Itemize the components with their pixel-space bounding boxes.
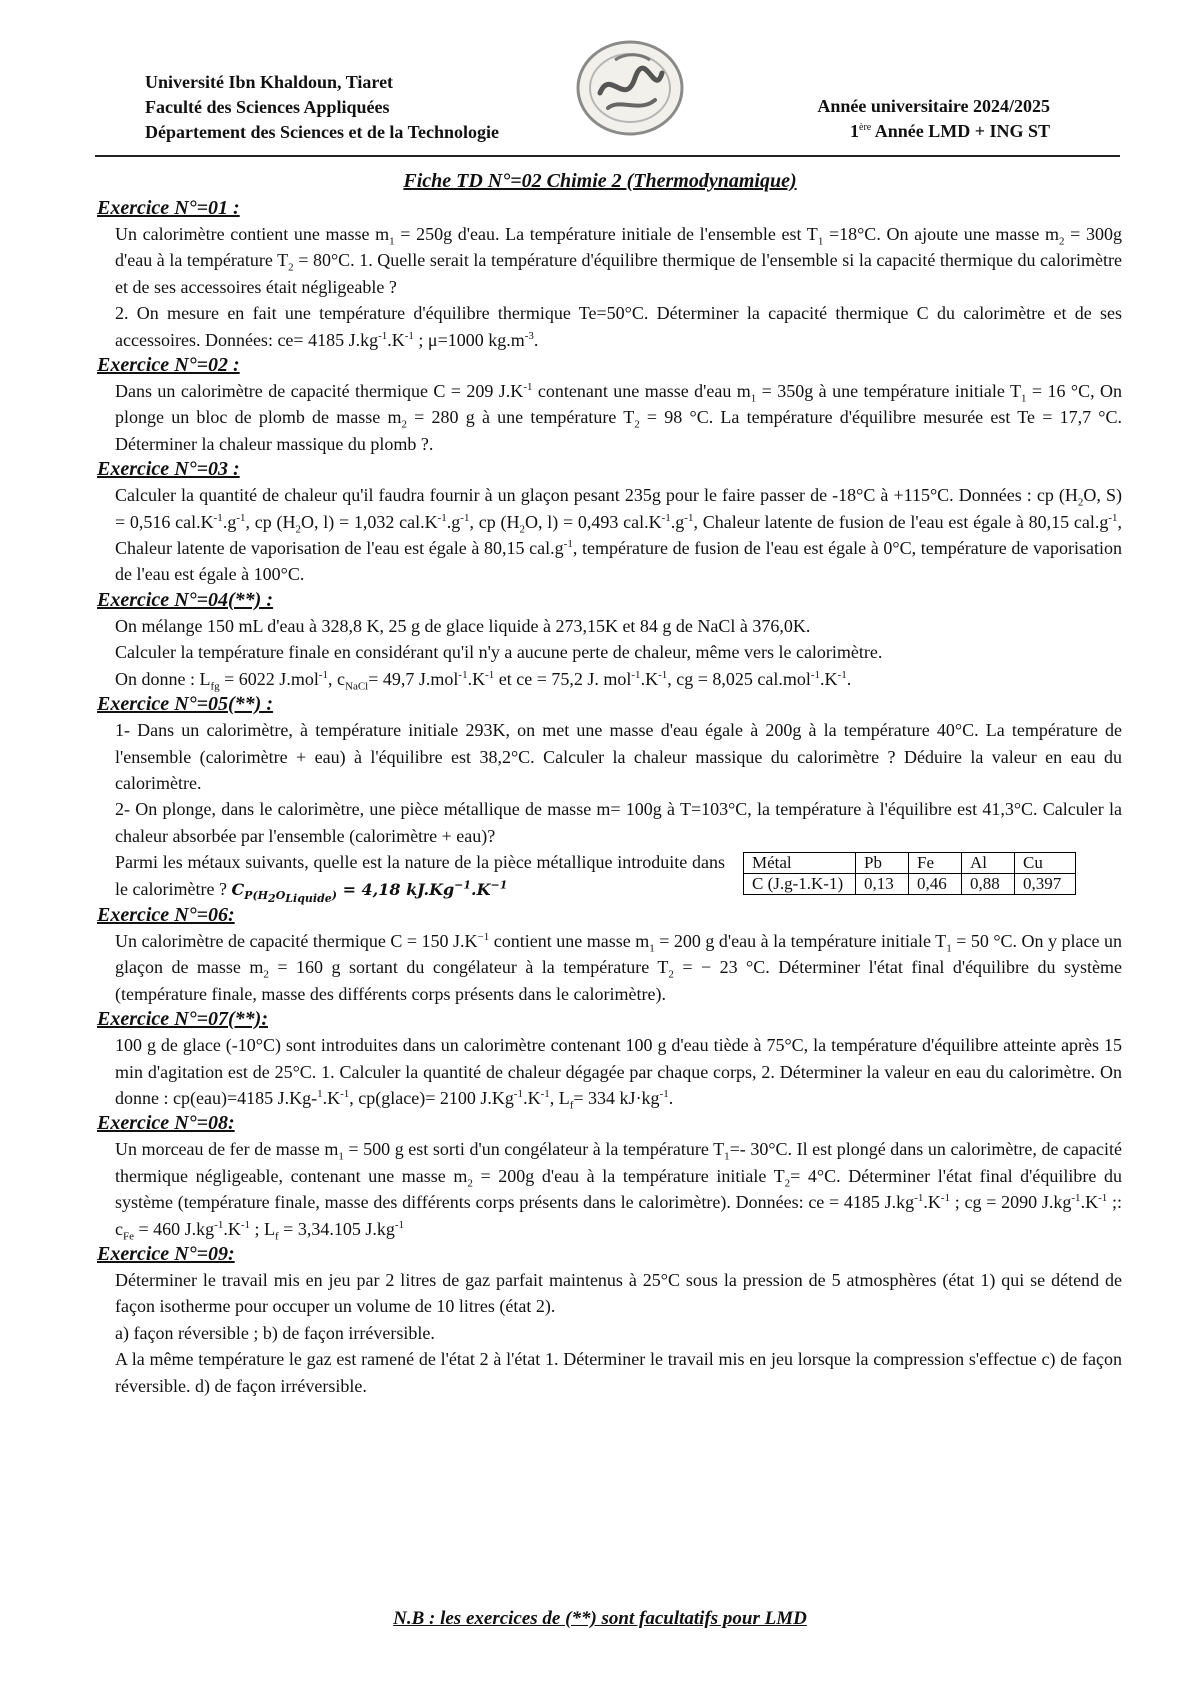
exercise-heading: Exercice N°=03 : [97, 458, 240, 481]
department-name: Département des Sciences et de la Technologie [145, 122, 499, 142]
exercise-text: 1- Dans un calorimètre, à température initiale 293K, on met une masse d'eau égale à 200g à la température 40°C. La température de l'ensemble (calorimètre + eau) à l'équilibre est 38,2°C. Calculer la chaleur massique du calorimètre ? Déduire la valeur en eau du calorimètre. 2- On plonge, dans le calorimètre, une pièce métallique de masse m= 100g à T=103°C, la température à l'équilibre est 41,3°C. Calculer la chaleur absorbée par l'ensemble (calorimètre + eau)? [115, 720, 1122, 846]
exercise-text: Parmi les métaux suivants, quelle est la nature de la pièce métallique introduite dans le calorimètre ? $C_{P(H_2O_{Liquide})} = 4,18$ $kJ.Kg^{-1}.K^{-1}$ [115, 852, 725, 905]
sheet-title: Fiche TD N°=02 Chimie 2 (Thermodynamique) [403, 170, 797, 192]
university-seal-logo [570, 38, 690, 138]
table-row-label: C (J.g-1.K-1) [744, 874, 856, 895]
year-level-block [817, 94, 1050, 144]
exercise-text: Calculer la quantité de chaleur qu'il faudra fournir à un glaçon pesant 235g pour le faire passer de -18°C à +115°C. Données : cp ($H_2O$, S) = 0,516 $cal.K^{-1}.g^{-1}$, cp ($H_2O$, l) = 1,032 $cal.K^{-1}.g^{-1}$, cp ($H_2O$, l) = 0,493 $cal.K^{-1}.g^{-1}$, Chaleur latente de fusion de l'eau est égale à 80,15 $cal.g^{-1}$, Chaleur latente de vaporisation de l'eau est égale à 80,15 $cal.g^{-1}$, température de fusion de l'eau est égale à 0°C, température de vaporisation de l'eau est égale à 100°C. [115, 485, 1123, 585]
table-cell: 0,397 [1015, 874, 1076, 895]
table-header-cell: Cu [1015, 853, 1076, 874]
table-cell: 0,88 [962, 874, 1015, 895]
exercise-heading: Exercice N°=04(**) : [97, 588, 274, 611]
table-cell: 0,46 [909, 874, 962, 895]
table-header-cell: Al [962, 853, 1015, 874]
metal-question-row [115, 849, 1122, 903]
table-header-cell: Pb [856, 853, 909, 874]
exercise-text: 100 g de glace (-10°C) sont introduites dans un calorimètre contenant 100 g d'eau tiède à 75°C, la température d'équilibre atteinte après 15 min d'agitation est de 25°C. 1. Calculer la quantité de chaleur dégagée par chaque corps, 2. Déterminer la valeur en eau du calorimètre. On donne : cp(eau)=4185 $J.Kg-^1.K^{-1}$, cp(glace)= 2100 $J.Kg^{-1}.K^{-1}$, $L_f= 334$ $kJ\cdot kg^{-1}$. [115, 1035, 1122, 1112]
exercise-text: Un calorimètre contient une masse $m_1 = 250g$ d'eau. La température initiale de l'ensemble est $T_1 =18^\circ C$. On ajoute une masse $m_2 = 300g$ d'eau à la température $T_2 = 80^\circ C$. 1. Quelle serait la température d'équilibre thermique de l'ensemble si la capacité thermique du calorimètre et de ses accessoires était négligeable ? 2. On mesure en fait une température d'équilibre thermique Te=50°C. Déterminer la capacité thermique C du calorimètre et de ses accessoires. Données: ce= 4185 $J.kg^{-1}.K^{-1}$ ; μ=1000 $kg.m^{-3}$. [115, 224, 1122, 350]
table-cell: 0,13 [856, 874, 909, 895]
institution-block [145, 70, 499, 145]
exercise-heading: Exercice N°=09: [97, 1243, 235, 1265]
exercise-text: On mélange 150 mL d'eau à 328,8 K, 25 g de glace liquide à 273,15K et 84 g de NaCl à 376,0K. Calculer la température finale en considérant qu'il n'y a aucune perte de chaleur, même vers le calorimètre. On donne : $L_{fg} = 6022$ J.mol$^{-1}$, $c_{NaCl}= 49,7$ $J.mol^{-1}.K^{-1}$ et ce = 75,2 J. $mol^{-1}.K^{-1}$, cg = 8,025 $cal.mol^{-1}.K^{-1}$. [115, 615, 883, 693]
exercise-heading: Exercice N°=06: [97, 903, 235, 926]
exercise-heading: Exercice N°=02 : [97, 354, 240, 377]
exercise-heading: Exercice N°=01 : [97, 197, 240, 219]
study-level: 1ère Année LMD + ING ST [850, 121, 1050, 141]
footer-note: N.B : les exercices de (**) sont facultatifs pour LMD [393, 1608, 807, 1629]
table-header-cell: Fe [909, 853, 962, 874]
exercise-text: Dans un calorimètre de capacité thermique C = 209 $J.K^{-1}$ contenant une masse d'eau $m_1 = 350g$ à une température initiale $T_1 = 16$ °C, On plonge un bloc de plomb de masse $m_2 = 280$ g à une température $T_2 = 98$ °C. La température d'équilibre mesurée est Te = 17,7 °C. Déterminer la chaleur massique du plomb ?. [115, 381, 1122, 454]
table-header-row [744, 853, 1076, 874]
table-row [744, 874, 1076, 895]
exercise-text: Un morceau de fer de masse $m_1 = 500$ g est sorti d'un congélateur à la température $T_1=-$ 30°C. Il est plongé dans un calorimètre, de capacité thermique négligeable, contenant une masse $m_2 = 200g$ d'eau à la température initiale $T_2= 4^\circ C$. Déterminer l'état final d'équilibre du système (température finale, masse des différents corps présents dans le calorimètre). Données: ce = 4185 $J.kg^{-1}.K^{-1}$ ; cg = 2090 $J.kg^{-1}.K^{-1}$ ;: $c_{Fe} = 460$ $J.kg^{-1}.K^{-1}$ ; $L_f = 3,34.105$ $J.kg^{-1}$ [115, 1139, 1122, 1243]
university-name: Université Ibn Khaldoun, Tiaret [145, 72, 394, 92]
exercise-heading: Exercice N°=05(**) : [97, 693, 274, 716]
metals-heat-capacity-table [743, 852, 1076, 895]
exercise-heading: Exercice N°=08: [97, 1112, 235, 1135]
exercise-heading: Exercice N°=07(**): [97, 1008, 269, 1031]
header-divider [95, 155, 1120, 157]
academic-year: Année universitaire 2024/2025 [817, 96, 1050, 116]
exercise-text: Déterminer le travail mis en jeu par 2 litres de gaz parfait maintenus à 25°C sous la pression de 5 atmosphères (état 1) qui se détend de façon isotherme pour occuper un volume de 10 litres (état 2). a) façon réversible ; b) de façon irréversible. A la même température le gaz est ramené de l'état 2 à l'état 1. Déterminer le travail mis en jeu lorsque la compression s'effectue c) de façon réversible. d) de façon irréversible. [115, 1270, 1122, 1396]
exercises-list [97, 196, 1122, 1399]
table-header-cell: Métal [744, 853, 856, 874]
faculty-name: Faculté des Sciences Appliquées [145, 97, 390, 117]
exercise-text: Un calorimètre de capacité thermique C = 150 $J.K^{-1}$ contient une masse $m_1 = 200$ g d'eau à la température initiale $T_1 = 50$ °C. On y place un glaçon de masse $m_2 = 160$ g sortant du congélateur à la température $T_2$ = − 23 °C. Déterminer l'état final d'équilibre du système (température finale, masse des différents corps présents dans le calorimètre). [115, 930, 1123, 1004]
